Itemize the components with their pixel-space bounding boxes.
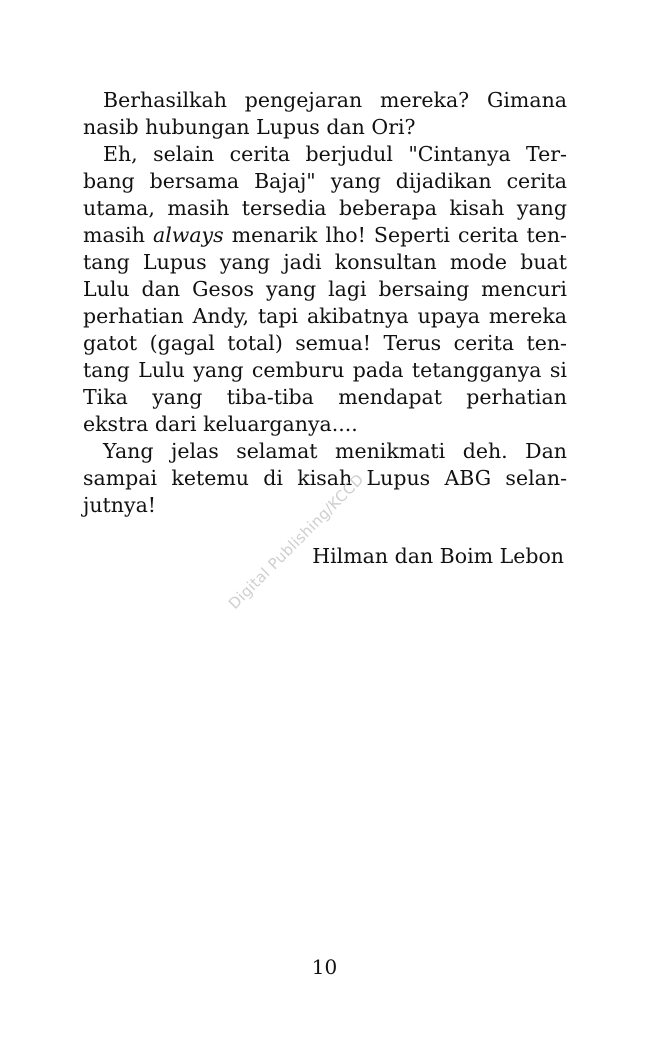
author-signature: Hilman dan Boim Lebon xyxy=(312,544,564,568)
page-number: 10 xyxy=(311,955,338,979)
paragraph-1-text: Berhasilkah pengejaran mereka? Gimana nasib hubungan Lupus dan Ori? xyxy=(83,88,567,139)
paragraph-3 xyxy=(83,438,567,519)
watermark: Digital Publishing/KCCD xyxy=(225,470,368,613)
paragraph-2 xyxy=(83,141,567,438)
body-text xyxy=(83,87,567,519)
paragraph-2-text-end: menarik lho! Seperti cerita ten-tang Lupus yang jadi konsultan mode buat Lulu dan Gesos yang lagi bersaing mencuri perhatian Andy, tapi akibatnya upaya mereka gatot (gagal total) semua! Terus cerita ten-tang Lulu yang cemburu pada tetangganya si Tika yang tiba-tiba mendapat perhatian ekstra dari keluarganya.... xyxy=(83,223,567,436)
paragraph-2-text-start: Eh, selain cerita berjudul "Cintanya Ter-bang bersama Bajaj" yang dijadikan cerita utama, masih tersedia beberapa kisah yang masih xyxy=(83,142,567,247)
paragraph-2-emphasis: always xyxy=(153,223,224,247)
paragraph-1 xyxy=(83,87,567,141)
paragraph-3-text: Yang jelas selamat menikmati deh. Dan sampai ketemu di kisah Lupus ABG selan-jutnya! xyxy=(83,439,567,517)
